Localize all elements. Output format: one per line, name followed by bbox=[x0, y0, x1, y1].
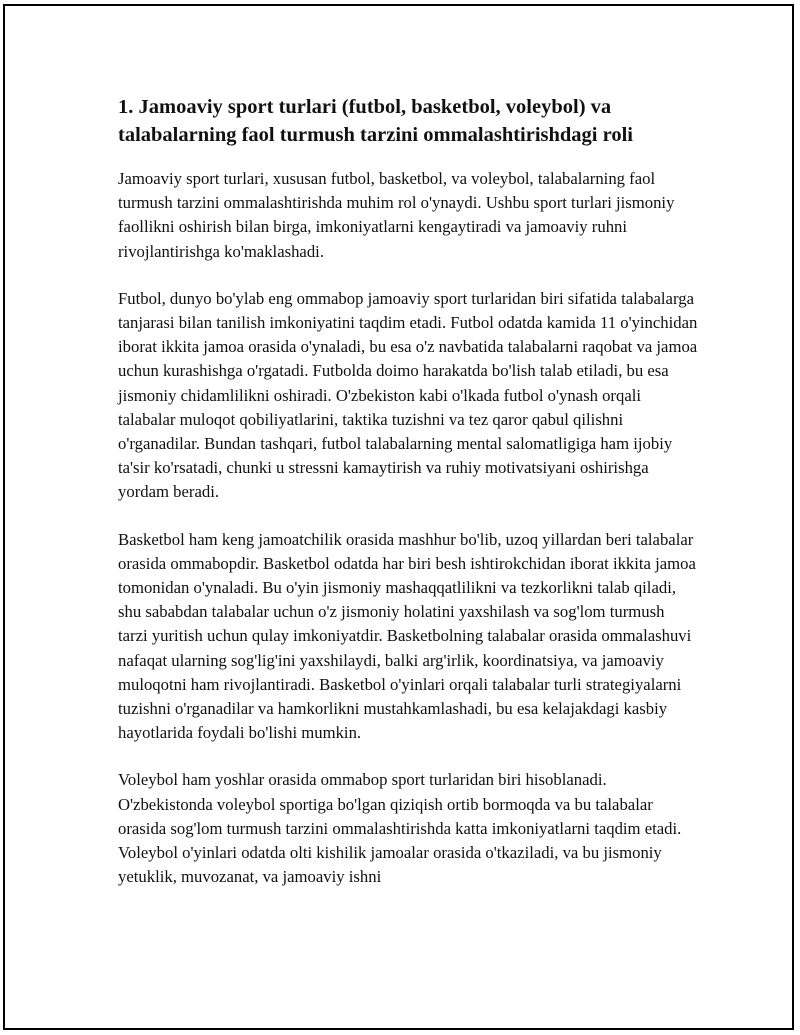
paragraph-intro: Jamoaviy sport turlari, xususan futbol, basketbol, va voleybol, talabalarning faol turmush tarzini ommalashtirishda muhim rol o'ynaydi. Ushbu sport turlari jismoniy faollikni oshirish bilan birga, imkoniyatlarni kengaytiradi va jamoaviy ruhni rivojlantirishga ko'maklashadi. bbox=[118, 169, 675, 261]
document-body bbox=[118, 93, 698, 912]
paragraph-basketbol: Basketbol ham keng jamoatchilik orasida mashhur bo'lib, uzoq yillardan beri talabalar orasida ommabopdir. Basketbol odatda har biri besh ishtirokchidan iborat ikkita jamoa tomonidan o'ynaladi. Bu o'yin jismoniy mashaqqatlilikni va tezkorlikni talab qiladi, shu sababdan talabalar uchun o'z jismoniy holatini yaxshilash va sog'lom turmush tarzi yuritish uchun qulay imkoniyatdir. Basketbolning talabalar orasida ommalashuvi nafaqat ularning sog'lig'ini yaxshilaydi, balki arg'irlik, koordinatsiya, va jamoaviy muloqotni ham rivojlantiradi. Basketbol o'yinlari orqali talabalar turli strategiyalarni tuzishni o'rganadilar va hamkorlikni mustahkamlashadi, bu esa kelajakdagi kasbiy hayotlarida foydali bo'lishi mumkin. bbox=[118, 529, 696, 743]
paragraph-futbol: Futbol, dunyo bo'ylab eng ommabop jamoaviy sport turlaridan biri sifatida talabalarga tanjarasi bilan tanilish imkoniyatini taqdim etadi. Futbol odatda kamida 11 o'yinchidan iborat ikkita jamoa orasida o'ynaladi, bu esa o'z navbatida talabalarni raqobat va jamoa uchun kurashishga o'rgatadi. Futbolda doimo harakatda bo'lish talab etiladi, bu esa jismoniy chidamlilikni oshiradi. O'zbekiston kabi o'lkada futbol o'ynash orqali talabalar muloqot qobiliyatlarini, taktika tuzishni va tez qaror qabul qilishni o'rganadilar. Bundan tashqari, futbol talabalarning mental salomatligiga ham ijobiy ta'sir ko'rsatadi, chunki u stressni kamaytirish va ruhiy motivatsiyani oshirishga yordam beradi. bbox=[118, 288, 698, 502]
paragraph-voleybol: Voleybol ham yoshlar orasida ommabop sport turlaridan biri hisoblanadi. O'zbekistonda voleybol sportiga bo'lgan qiziqish ortib bormoqda va bu talabalar orasida sog'lom turmush tarzini ommalashtirishda katta imkoniyatlarni taqdim etadi. Voleybol o'yinlari odatda olti kishilik jamoalar orasida o'tkaziladi, va bu jismoniy yetuklik, muvozanat, va jamoaviy ishni bbox=[118, 770, 682, 887]
section-heading: 1. Jamoaviy sport turlari (futbol, basketbol, voleybol) va talabalarning faol turmush tarzini ommalashtirishdagi roli bbox=[118, 96, 634, 146]
